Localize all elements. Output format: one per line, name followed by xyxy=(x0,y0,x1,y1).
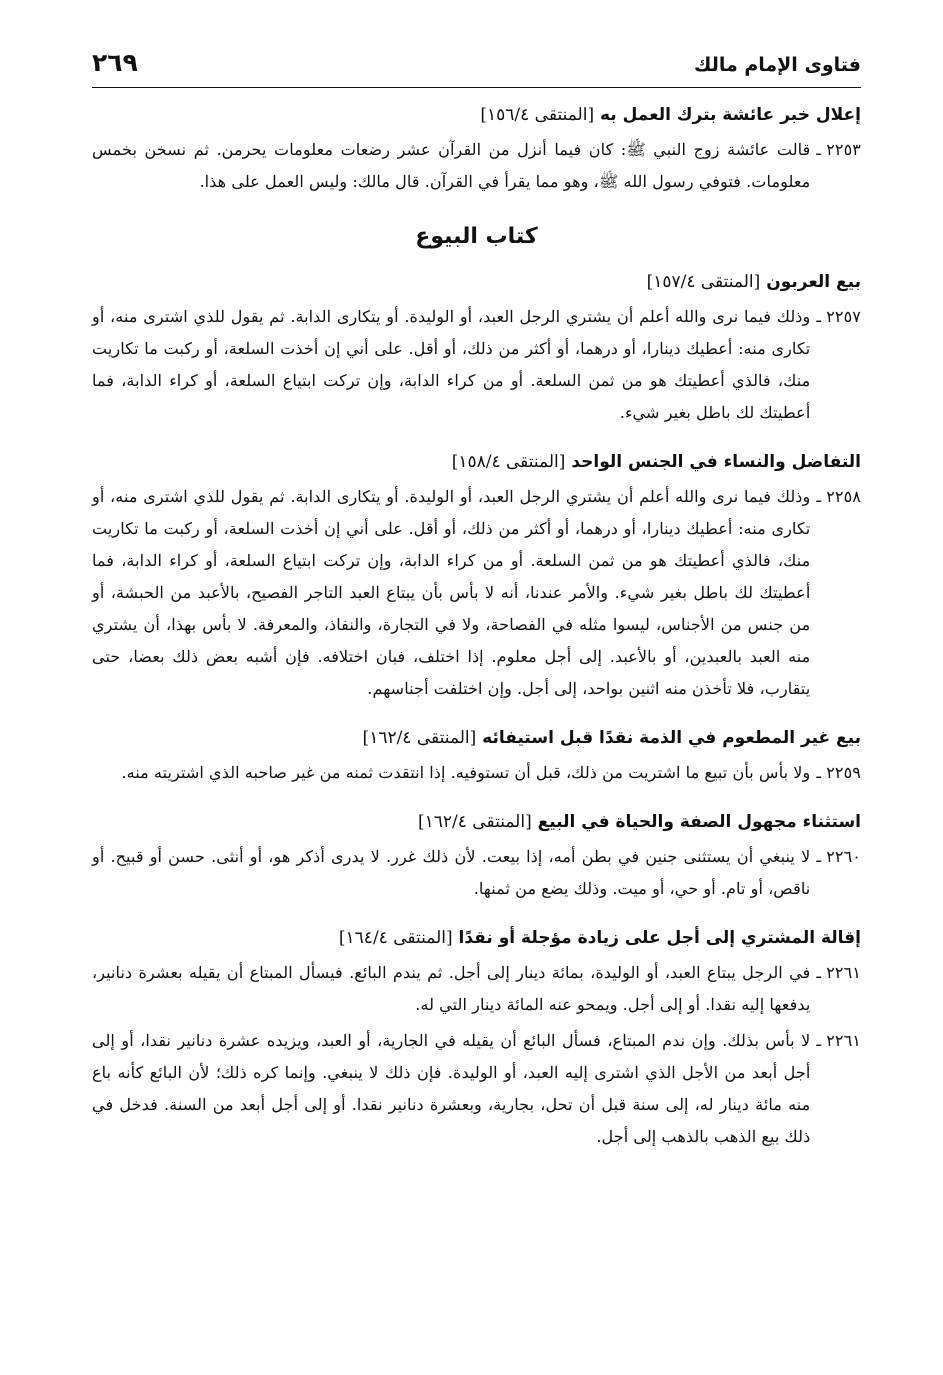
section-heading xyxy=(92,809,861,835)
entry-number: ٢٢٦١ ـ xyxy=(816,963,861,982)
fatwa-entry xyxy=(92,134,861,198)
entry-number: ٢٢٦٠ ـ xyxy=(816,847,861,866)
page-number: ٢٦٩ xyxy=(92,48,138,77)
entry-number: ٢٢٦١ ـ xyxy=(816,1031,861,1050)
section-reference: [المنتقى ١٦٢/٤] xyxy=(418,812,532,832)
section-reference: [المنتقى ١٥٧/٤] xyxy=(646,272,761,292)
fatwa-entry xyxy=(92,957,861,1021)
section-title: إقالة المشتري إلى أجل على زيادة مؤجلة أو نقدًا xyxy=(458,928,861,948)
fatwa-entry xyxy=(92,841,861,905)
section-title: إعلال خبر عائشة بترك العمل به xyxy=(600,105,861,125)
entry-text: وذلك فيما نرى والله أعلم أن يشتري الرجل العبد، أو الوليدة. أو يتكارى الدابة. ثم يقول للذي اشترى منه، أو تكارى منه: أعطيك دينارا، أو درهما، أو أكثر من ذلك، أو أقل. على أني إن أخذت السلعة، أو ركبت ما تكاريت منك، فالذي أعطيتك هو من ثمن السلعة. أو من كراء الدابة، وإن تركت ابتياع السلعة، أو كراء الدابة، فما أعطيتك لك باطل بغير شيء. والأمر عندنا، أنه لا بأس بأن يبتاع العبد التاجر الفصيح، بالأعبد من الحبشة، أو من جنس من الأجناس، ليسوا مثله في الفصاحة، ولا في التجارة، والنفاذ، والمعرفة. لا بأس بهذا، أن يشتري منه العبد بالعبدين، أو بالأعبد. إلى أجل معلوم. إذا اختلف، فبان اختلافه. فإن أشبه بعض ذلك بعضا، حتى يتقارب، فلا تأخذن منه اثنين بواحد، إلى أجل. وإن اختلفت أجناسهم. xyxy=(92,487,811,698)
entry-number: ٢٢٥٨ ـ xyxy=(816,487,861,506)
section-reference: [المنتقى ١٥٦/٤] xyxy=(480,105,595,125)
section-title: التفاضل والنساء في الجنس الواحد xyxy=(571,452,861,472)
entry-number: ٢٢٥٣ ـ xyxy=(816,140,861,159)
fatwa-entry xyxy=(92,301,861,429)
chapter-title: كتاب البيوع xyxy=(415,224,538,249)
book-title: فتاوى الإمام مالك xyxy=(694,54,861,76)
entry-text: ولا بأس بأن تبيع ما اشتريت من ذلك، قبل أن تستوفيه. إذا انتقدت ثمنه من غير صاحبه الذي اشتريته منه. xyxy=(121,763,811,782)
section-reference: [المنتقى ١٦٤/٤] xyxy=(338,928,453,948)
entry-text: لا بأس بذلك. وإن ندم المبتاع، فسأل البائع أن يقيله في الجارية، أو العبد، ويزيده عشرة دنانير نقدا، أو إلى أجل أبعد من الأجل الذي اشترى إليه العبد، أو الوليدة. فإن ذلك لا ينبغي. وإنما كره ذلك؛ لأن البائع كأنه باع منه مائة دينار له، إلى سنة قبل أن تحل، بجارية، وبعشرة دنانير نقدا. أو إلى أجل أبعد من السنة. فدخل في ذلك بيع الذهب بالذهب إلى أجل. xyxy=(92,1031,811,1146)
entry-text: وذلك فيما نرى والله أعلم أن يشتري الرجل العبد، أو الوليدة. أو يتكارى الدابة. ثم يقول للذي اشترى منه، أو تكارى منه: أعطيك دينارا، أو درهما، أو أكثر من ذلك، أو أقل. على أني إن أخذت السلعة، أو ركبت ما تكاريت منك، فالذي أعطيتك هو من ثمن السلعة. أو من كراء الدابة، وإن تركت ابتياع السلعة، أو كراء الدابة، فما أعطيتك لك باطل بغير شيء. xyxy=(92,307,811,422)
entry-number: ٢٢٥٧ ـ xyxy=(816,307,861,326)
section-heading xyxy=(92,925,861,951)
section-heading xyxy=(92,725,861,751)
entry-number: ٢٢٥٩ ـ xyxy=(816,763,861,782)
section-title: بيع غير المطعوم في الذمة نقدًا قبل استيفائه xyxy=(482,728,861,748)
section-title: استثناء مجهول الصفة والحياة في البيع xyxy=(537,812,861,832)
section-heading xyxy=(92,102,861,128)
section-title: بيع العربون xyxy=(766,272,861,292)
fatwa-entry xyxy=(92,757,861,789)
section-reference: [المنتقى ١٦٢/٤] xyxy=(362,728,477,748)
entry-text: قالت عائشة زوج النبي ﷺ: كان فيما أنزل من القرآن عشر رضعات معلومات يحرمن. ثم نسخن بخمس معلومات. فتوفي رسول الله ﷺ، وهو مما يقرأ في القرآن. قال مالك: وليس العمل على هذا. xyxy=(92,140,811,191)
section-heading xyxy=(92,449,861,475)
entry-text: في الرجل يبتاع العبد، أو الوليدة، بمائة دينار إلى أجل. ثم يندم البائع. فيسأل المبتاع أن يقيله بعشرة دنانير، يدفعها إليه نقدا. أو إلى أجل. ويمحو عنه المائة دينار التي له. xyxy=(92,963,811,1014)
book-page xyxy=(92,48,861,1153)
entry-text: لا ينبغي أن يستثنى جنين في بطن أمه، إذا بيعت. لأن ذلك غرر. لا يدرى أذكر هو، أو أنثى. حسن أو قبيح. أو ناقص، أو تام. أو حي، أو ميت. وذلك يضع من ثمنها. xyxy=(92,847,811,898)
section-heading xyxy=(92,269,861,295)
fatwa-entry xyxy=(92,481,861,705)
running-header xyxy=(92,48,861,88)
section-reference: [المنتقى ١٥٨/٤] xyxy=(451,452,566,472)
fatwa-entry xyxy=(92,1025,861,1153)
